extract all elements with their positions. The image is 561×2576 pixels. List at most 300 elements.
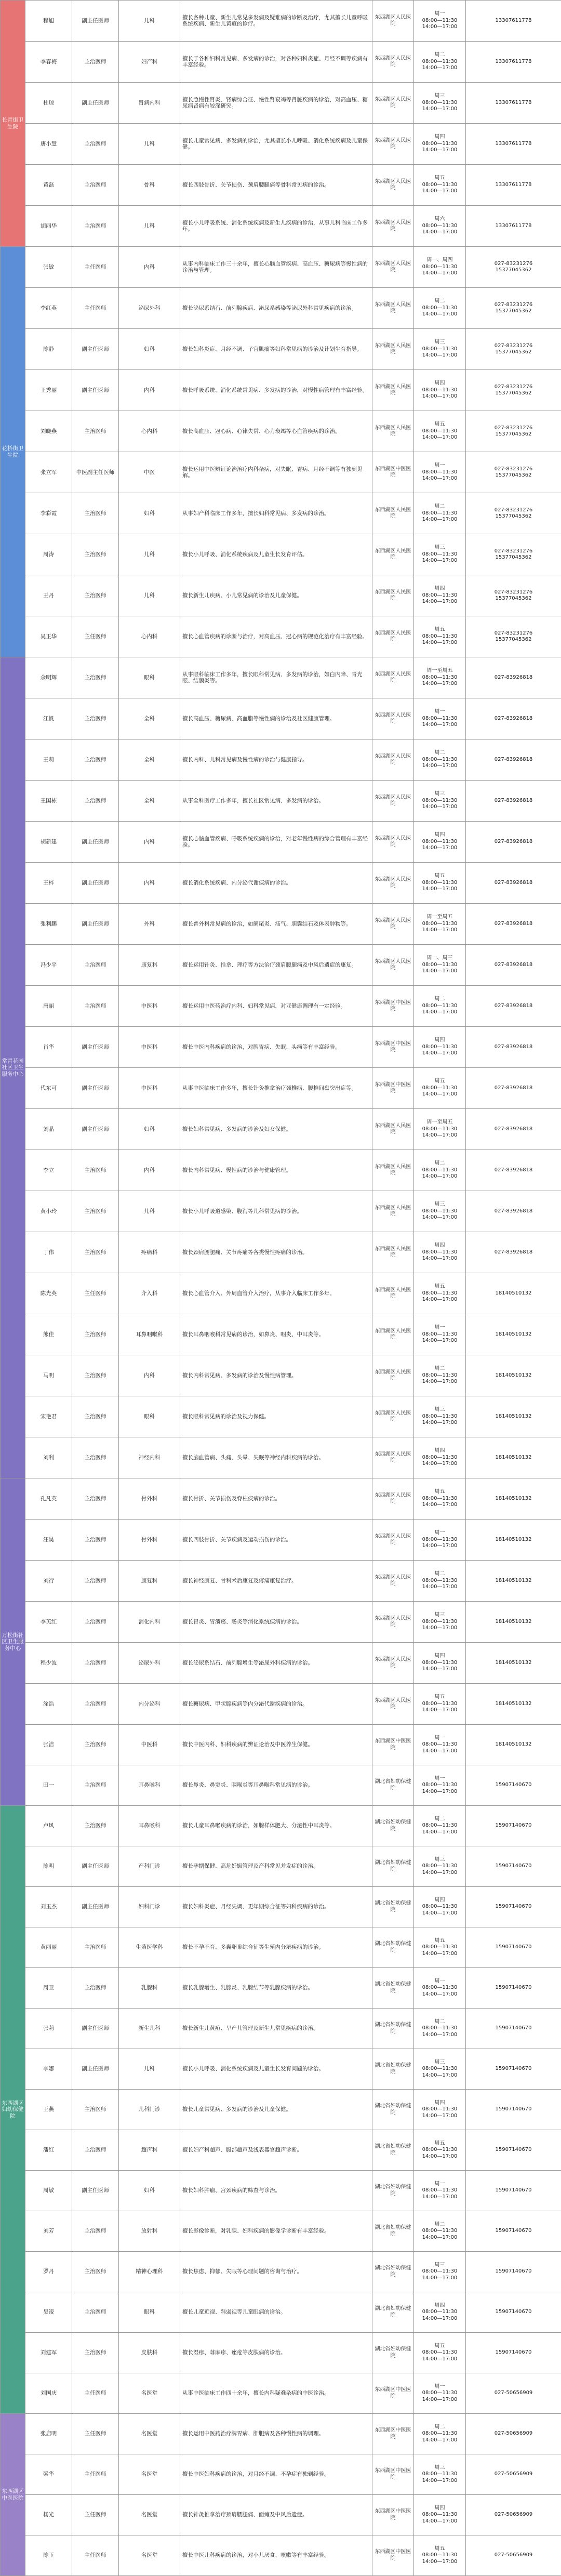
location-cell: 东西湖区人民医院 <box>372 1109 414 1150</box>
doctor-title-cell: 主治医师 <box>72 1520 119 1561</box>
location-cell: 东西湖区人民医院 <box>372 1478 414 1520</box>
specialty-cell: 从事中医临床工作多年，擅长针灸推拿治疗颈椎病、腰椎间盘突出症等。 <box>180 1068 372 1109</box>
specialty-cell: 擅长糖尿病、甲状腺疾病等内分泌代谢疾病的诊治。 <box>180 1684 372 1725</box>
table-row <box>1 1 561 42</box>
doctor-name-cell: 吴凌 <box>25 2292 72 2333</box>
specialty-cell: 擅长不孕不育、多囊卵巢综合征等生殖内分泌疾病的诊治。 <box>180 1927 372 1968</box>
table-row <box>1 1478 561 1520</box>
doctor-title-cell: 主治医师 <box>72 1437 119 1478</box>
doctor-title-cell: 主任医师 <box>72 1273 119 1314</box>
phone-cell: 027-83231276 15377045362 <box>466 452 561 493</box>
doctor-name-cell: 刘玉杰 <box>25 1887 72 1927</box>
clinic-time-cell: 周二 08:00—11:30 14:00—17:00 <box>414 2009 466 2049</box>
doctor-title-cell: 主治医师 <box>72 1150 119 1191</box>
location-cell: 东西湖区人民医院 <box>372 575 414 616</box>
doctor-name-cell: 程旭 <box>25 1 72 42</box>
doctor-name-cell: 王莉 <box>25 739 72 781</box>
doctor-name-cell: 陈光英 <box>25 1273 72 1314</box>
phone-cell: 027-83926818 <box>466 945 561 986</box>
table-row <box>1 1684 561 1725</box>
clinic-time-cell: 周五 08:00—11:30 14:00—17:00 <box>414 1478 466 1520</box>
specialty-cell: 擅长四肢骨折、关节损伤、颈肩腰腿痛等骨科常见病的诊治。 <box>180 165 372 206</box>
department-cell: 儿科 <box>119 1191 180 1232</box>
department-cell: 中医科 <box>119 1725 180 1765</box>
doctor-name-cell: 陈静 <box>25 329 72 370</box>
clinic-time-cell: 周一 08:00—11:30 14:00—17:00 <box>414 2373 466 2414</box>
department-cell: 骨外科 <box>119 1520 180 1561</box>
doctor-name-cell: 黄磊 <box>25 165 72 206</box>
clinic-time-cell: 周一 08:00—11:30 14:00—17:00 <box>414 1520 466 1561</box>
clinic-time-cell: 周四 08:00—11:30 14:00—17:00 <box>414 822 466 863</box>
phone-cell: 027-50656909 <box>466 2414 561 2454</box>
doctor-title-cell: 副主任医师 <box>72 1027 119 1068</box>
location-cell: 东西湖区人民医院 <box>372 534 414 575</box>
department-cell: 眼科 <box>119 657 180 698</box>
table-row <box>1 2495 561 2535</box>
department-cell: 全科 <box>119 781 180 822</box>
phone-cell: 027-83926818 <box>466 1027 561 1068</box>
department-cell: 泌尿外科 <box>119 288 180 329</box>
doctor-title-cell: 主治医师 <box>72 534 119 575</box>
department-cell: 心内科 <box>119 616 180 657</box>
doctor-name-cell: 马明 <box>25 1355 72 1396</box>
department-cell: 内科 <box>119 863 180 904</box>
doctor-name-cell: 陈明 <box>25 1846 72 1887</box>
clinic-time-cell: 周二 08:00—11:30 14:00—17:00 <box>414 1150 466 1191</box>
clinic-time-cell: 周三 08:00—11:30 14:00—17:00 <box>414 2454 466 2495</box>
doctor-name-cell: 李红英 <box>25 288 72 329</box>
phone-cell: 15907140670 <box>466 2171 561 2211</box>
location-cell: 湖北省妇幼保健院 <box>372 2333 414 2373</box>
specialty-cell: 擅长急慢性肾炎、肾病综合征、慢性肾衰竭等肾脏疾病的诊治，对高血压、糖尿病肾病有较深研究。 <box>180 83 372 124</box>
location-cell: 湖北省妇幼保健院 <box>372 2211 414 2252</box>
doctor-title-cell: 主任医师 <box>72 2414 119 2454</box>
phone-cell: 027-83926818 <box>466 986 561 1027</box>
clinic-time-cell: 周一、周四 08:00—11:30 14:00—17:00 <box>414 247 466 288</box>
table-row <box>1 1602 561 1643</box>
doctor-name-cell: 张敏 <box>25 247 72 288</box>
doctor-title-cell: 主治医师 <box>72 1232 119 1273</box>
doctor-name-cell: 张启明 <box>25 2414 72 2454</box>
location-cell: 东西湖区人民医院 <box>372 1 414 42</box>
doctor-title-cell: 副主任医师 <box>72 863 119 904</box>
clinic-time-cell: 周一 08:00—11:30 14:00—17:00 <box>414 2171 466 2211</box>
specialty-cell: 擅长消化系统疾病、内分泌代谢疾病的诊治。 <box>180 863 372 904</box>
doctor-title-cell: 主治医师 <box>72 1927 119 1968</box>
location-cell: 东西湖区人民医院 <box>372 739 414 781</box>
table-row <box>1 863 561 904</box>
department-cell: 疼痛科 <box>119 1232 180 1273</box>
doctor-name-cell: 胡丽华 <box>25 206 72 247</box>
department-cell: 骨外科 <box>119 1478 180 1520</box>
doctor-title-cell: 主治医师 <box>72 1643 119 1684</box>
table-row <box>1 1396 561 1437</box>
phone-cell: 13307611778 <box>466 165 561 206</box>
phone-cell: 027-83926818 <box>466 822 561 863</box>
doctor-name-cell: 刘建军 <box>25 2333 72 2373</box>
doctor-title-cell: 主治医师 <box>72 739 119 781</box>
doctor-title-cell: 主治医师 <box>72 165 119 206</box>
specialty-cell: 擅长中医内科疾病的诊治，对脾胃病、失眠、头痛等有丰富经验。 <box>180 1027 372 1068</box>
table-row <box>1 1887 561 1927</box>
doctor-name-cell: 涂浩 <box>25 1684 72 1725</box>
table-row <box>1 2171 561 2211</box>
doctor-name-cell: 刘芳 <box>25 2211 72 2252</box>
location-cell: 东西湖区中医医院 <box>372 1725 414 1765</box>
doctor-title-cell: 主治医师 <box>72 493 119 534</box>
location-cell: 东西湖区人民医院 <box>372 1396 414 1437</box>
phone-cell: 18140510132 <box>466 1643 561 1684</box>
location-cell: 东西湖区中医医院 <box>372 2373 414 2414</box>
department-cell: 中医科 <box>119 1068 180 1109</box>
doctor-name-cell: 唐小慧 <box>25 124 72 165</box>
phone-cell: 15907140670 <box>466 2009 561 2049</box>
phone-cell: 15907140670 <box>466 1765 561 1806</box>
phone-cell: 15907140670 <box>466 2333 561 2373</box>
doctor-name-cell: 唐丽 <box>25 986 72 1027</box>
location-cell: 湖北省妇幼保健院 <box>372 2292 414 2333</box>
location-cell: 东西湖区中医医院 <box>372 986 414 1027</box>
specialty-cell: 擅长妇产科超声、腹部超声及浅表器官超声诊断。 <box>180 2130 372 2171</box>
doctor-title-cell: 主治医师 <box>72 1561 119 1602</box>
location-cell: 东西湖区人民医院 <box>372 822 414 863</box>
department-cell: 全科 <box>119 698 180 739</box>
doctor-name-cell: 周卫 <box>25 1968 72 2009</box>
specialty-cell: 擅长骨折、关节损伤及脊柱疾病的诊治。 <box>180 1478 372 1520</box>
table-row <box>1 2090 561 2130</box>
doctor-title-cell: 副主任医师 <box>72 2009 119 2049</box>
table-row <box>1 1643 561 1684</box>
department-cell: 心内科 <box>119 411 180 452</box>
department-cell: 乳腺科 <box>119 1968 180 2009</box>
specialty-cell: 擅长焦虑、抑郁、失眠等心理问题的咨询与治疗。 <box>180 2252 372 2292</box>
clinic-time-cell: 周一 08:00—11:30 14:00—17:00 <box>414 1725 466 1765</box>
clinic-time-cell: 周四 08:00—11:30 14:00—17:00 <box>414 1437 466 1478</box>
doctor-title-cell: 主治医师 <box>72 657 119 698</box>
doctor-name-cell: 李娜 <box>25 2049 72 2090</box>
specialty-cell: 擅长内科常见病、多发病的诊治及慢性病管理。 <box>180 1355 372 1396</box>
clinic-time-cell: 周二 08:00—11:30 14:00—17:00 <box>414 1561 466 1602</box>
location-cell: 湖北省妇幼保健院 <box>372 2049 414 2090</box>
unit-name-cell: 花桥街卫生院 <box>1 247 25 657</box>
department-cell: 产科门诊 <box>119 1846 180 1887</box>
phone-cell: 027-50656909 <box>466 2373 561 2414</box>
location-cell: 湖北省妇幼保健院 <box>372 2090 414 2130</box>
doctor-name-cell: 丁伟 <box>25 1232 72 1273</box>
doctor-name-cell: 王丹 <box>25 575 72 616</box>
table-row <box>1 1725 561 1765</box>
specialty-cell: 擅长泌尿系结石、前列腺增生等泌尿外科疾病的诊治。 <box>180 1643 372 1684</box>
specialty-cell: 擅长儿童近视、斜弱视等儿童眼病的诊治。 <box>180 2292 372 2333</box>
table-row <box>1 124 561 165</box>
phone-cell: 027-83926818 <box>466 1191 561 1232</box>
doctor-title-cell: 副主任医师 <box>72 2171 119 2211</box>
specialty-cell: 擅长针灸推拿治疗颈肩腰腿痛、面瘫及中风后遗症。 <box>180 2495 372 2535</box>
doctor-name-cell: 陈玉 <box>25 2535 72 2576</box>
specialty-cell: 擅长胃炎、胃溃疡、肠炎等消化系统疾病的诊治。 <box>180 1602 372 1643</box>
clinic-time-cell: 周一 08:00—11:30 14:00—17:00 <box>414 1765 466 1806</box>
specialty-cell: 擅长小儿呼吸、消化系统疾病及儿童生长发育问题的诊治。 <box>180 2049 372 2090</box>
clinic-time-cell: 周一 08:00—11:30 14:00—17:00 <box>414 1 466 42</box>
clinic-time-cell: 周一 08:00—11:30 14:00—17:00 <box>414 698 466 739</box>
doctor-title-cell: 主治医师 <box>72 1191 119 1232</box>
table-row <box>1 42 561 83</box>
department-cell: 内科 <box>119 1150 180 1191</box>
doctor-title-cell: 主治医师 <box>72 1806 119 1846</box>
doctor-title-cell: 副主任医师 <box>72 1068 119 1109</box>
doctor-title-cell: 主治医师 <box>72 1968 119 2009</box>
doctor-name-cell: 田一 <box>25 1765 72 1806</box>
phone-cell: 15907140670 <box>466 2049 561 2090</box>
department-cell: 中医科 <box>119 986 180 1027</box>
table-row <box>1 1520 561 1561</box>
department-cell: 儿科 <box>119 534 180 575</box>
table-row <box>1 247 561 288</box>
phone-cell: 027-83926818 <box>466 1109 561 1150</box>
table-row <box>1 1232 561 1273</box>
specialty-cell: 擅长各种儿童、新生儿常见多发病及疑难病的诊断及治疗，尤其擅长儿童呼吸系统疾病、新生儿黄疸的诊疗。 <box>180 1 372 42</box>
doctor-name-cell: 卢风 <box>25 1806 72 1846</box>
location-cell: 东西湖区人民医院 <box>372 370 414 411</box>
clinic-time-cell: 周四 08:00—11:30 14:00—17:00 <box>414 1887 466 1927</box>
department-cell: 中医 <box>119 452 180 493</box>
location-cell: 湖北省妇幼保健院 <box>372 1765 414 1806</box>
doctor-title-cell: 主治医师 <box>72 1478 119 1520</box>
doctor-title-cell: 主治医师 <box>72 945 119 986</box>
phone-cell: 15907140670 <box>466 1806 561 1846</box>
location-cell: 东西湖区人民医院 <box>372 329 414 370</box>
specialty-cell: 擅长中医妇科疾病的诊治，对月经不调、不孕症有独到经验。 <box>180 2454 372 2495</box>
department-cell: 名医堂 <box>119 2414 180 2454</box>
clinic-time-cell: 周三 08:00—11:30 14:00—17:00 <box>414 329 466 370</box>
doctor-title-cell: 主治医师 <box>72 2292 119 2333</box>
table-row <box>1 1437 561 1478</box>
doctor-name-cell: 潘红 <box>25 2130 72 2171</box>
table-row <box>1 2373 561 2414</box>
phone-cell: 027-83231276 15377045362 <box>466 329 561 370</box>
specialty-cell: 擅长影像诊断，对乳腺、妇科疾病的影像学诊断有丰富经验。 <box>180 2211 372 2252</box>
doctor-name-cell: 代东可 <box>25 1068 72 1109</box>
department-cell: 妇科 <box>119 493 180 534</box>
doctor-name-cell: 刘晶 <box>25 1109 72 1150</box>
department-cell: 生殖医学科 <box>119 1927 180 1968</box>
doctor-title-cell: 主治医师 <box>72 1684 119 1725</box>
clinic-time-cell: 周四 08:00—11:30 14:00—17:00 <box>414 2495 466 2535</box>
department-cell: 康复科 <box>119 1561 180 1602</box>
table-row <box>1 1027 561 1068</box>
doctor-name-cell: 黄丽丽 <box>25 1927 72 1968</box>
specialty-cell: 擅长运用中医辨证论治治疗内科杂病，对失眠、胃病、月经不调等有独到见解。 <box>180 452 372 493</box>
phone-cell: 027-50656909 <box>466 2454 561 2495</box>
location-cell: 东西湖区人民医院 <box>372 42 414 83</box>
department-cell: 内科 <box>119 1355 180 1396</box>
doctor-name-cell: 李春梅 <box>25 42 72 83</box>
department-cell: 内科 <box>119 822 180 863</box>
specialty-cell: 擅长脑血管病、头痛、头晕、失眠等神经内科疾病的诊治。 <box>180 1437 372 1478</box>
doctor-name-cell: 王秀丽 <box>25 370 72 411</box>
unit-name-cell: 长青街卫生院 <box>1 1 25 247</box>
table-row <box>1 370 561 411</box>
clinic-time-cell: 周二 08:00—11:30 14:00—17:00 <box>414 986 466 1027</box>
table-row <box>1 1355 561 1396</box>
specialty-cell: 擅长颈肩腰腿痛、关节疼痛等各类慢性疼痛的诊治。 <box>180 1232 372 1273</box>
phone-cell: 15907140670 <box>466 2292 561 2333</box>
specialty-cell: 擅长小儿呼吸道感染、腹泻等儿科常见病的诊治。 <box>180 1191 372 1232</box>
location-cell: 东西湖区人民医院 <box>372 1273 414 1314</box>
table-row <box>1 1273 561 1314</box>
location-cell: 湖北省妇幼保健院 <box>372 1806 414 1846</box>
doctor-name-cell: 周敏 <box>25 2171 72 2211</box>
table-row <box>1 1806 561 1846</box>
clinic-time-cell: 周五 08:00—11:30 14:00—17:00 <box>414 1927 466 1968</box>
clinic-time-cell: 周四 08:00—11:30 14:00—17:00 <box>414 1232 466 1273</box>
doctor-title-cell: 副主任医师 <box>72 2049 119 2090</box>
department-cell: 妇科 <box>119 329 180 370</box>
doctor-title-cell: 主治医师 <box>72 698 119 739</box>
table-row <box>1 2252 561 2292</box>
clinic-time-cell: 周二 08:00—11:30 14:00—17:00 <box>414 739 466 781</box>
department-cell: 儿科 <box>119 124 180 165</box>
table-row <box>1 945 561 986</box>
clinic-time-cell: 周五 08:00—11:30 14:00—17:00 <box>414 863 466 904</box>
department-cell: 耳鼻喉科 <box>119 1806 180 1846</box>
doctor-name-cell: 吴正华 <box>25 616 72 657</box>
location-cell: 东西湖区人民医院 <box>372 288 414 329</box>
table-row <box>1 1927 561 1968</box>
doctor-title-cell: 主治医师 <box>72 124 119 165</box>
doctor-name-cell: 张立军 <box>25 452 72 493</box>
phone-cell: 027-83231276 15377045362 <box>466 288 561 329</box>
department-cell: 儿科 <box>119 1 180 42</box>
clinic-time-cell: 周一 08:00—11:30 14:00—17:00 <box>414 452 466 493</box>
doctor-name-cell: 杜琼 <box>25 83 72 124</box>
doctor-title-cell: 主治医师 <box>72 575 119 616</box>
phone-cell: 15907140670 <box>466 1927 561 1968</box>
table-row <box>1 2049 561 2090</box>
doctor-name-cell: 李立 <box>25 1150 72 1191</box>
location-cell: 东西湖区中医医院 <box>372 2454 414 2495</box>
table-row <box>1 904 561 945</box>
doctor-title-cell: 主治医师 <box>72 1314 119 1355</box>
table-row <box>1 1109 561 1150</box>
doctor-name-cell: 刘利 <box>25 1437 72 1478</box>
doctor-name-cell: 汪昊 <box>25 1520 72 1561</box>
department-cell: 妇科 <box>119 2171 180 2211</box>
location-cell: 东西湖区人民医院 <box>372 698 414 739</box>
doctor-title-cell: 主治医师 <box>72 781 119 822</box>
department-cell: 肾病内科 <box>119 83 180 124</box>
phone-cell: 18140510132 <box>466 1314 561 1355</box>
doctor-title-cell: 副主任医师 <box>72 1887 119 1927</box>
location-cell: 东西湖区人民医院 <box>372 1232 414 1273</box>
specialty-cell: 擅长神经康复、骨科术后康复及疼痛康复治疗。 <box>180 1561 372 1602</box>
phone-cell: 027-83231276 15377045362 <box>466 534 561 575</box>
doctor-title-cell: 主治医师 <box>72 1396 119 1437</box>
doctor-name-cell: 刘晓燕 <box>25 411 72 452</box>
specialty-cell: 擅长乳腺增生、乳腺炎、乳腺结节等乳腺疾病的诊治。 <box>180 1968 372 2009</box>
clinic-time-cell: 周三 08:00—11:30 14:00—17:00 <box>414 781 466 822</box>
doctor-title-cell: 主治医师 <box>72 206 119 247</box>
phone-cell: 027-83926818 <box>466 698 561 739</box>
department-cell: 内分泌科 <box>119 1684 180 1725</box>
doctor-title-cell: 主治医师 <box>72 2252 119 2292</box>
department-cell: 儿科门诊 <box>119 2090 180 2130</box>
department-cell: 骨科 <box>119 165 180 206</box>
doctor-title-cell: 主任医师 <box>72 247 119 288</box>
phone-cell: 15907140670 <box>466 1887 561 1927</box>
phone-cell: 15907140670 <box>466 2211 561 2252</box>
department-cell: 消化内科 <box>119 1602 180 1643</box>
doctor-title-cell: 中医副主任医师 <box>72 452 119 493</box>
table-row <box>1 165 561 206</box>
table-row <box>1 411 561 452</box>
specialty-cell: 擅长妇科肿瘤、宫颈疾病的筛查与诊治。 <box>180 2171 372 2211</box>
doctor-name-cell: 王燕 <box>25 2090 72 2130</box>
location-cell: 东西湖区中医医院 <box>372 1068 414 1109</box>
unit-name-cell: 东西湖区中医医院 <box>1 2414 25 2576</box>
department-cell: 名医堂 <box>119 2495 180 2535</box>
specialty-cell: 擅长四肢骨折、关节疾病及运动损伤的诊治。 <box>180 1520 372 1561</box>
doctor-title-cell: 副主任医师 <box>72 83 119 124</box>
clinic-time-cell: 周三 08:00—11:30 14:00—17:00 <box>414 83 466 124</box>
clinic-time-cell: 周五 08:00—11:30 14:00—17:00 <box>414 1684 466 1725</box>
specialty-cell: 擅长普外科常见病的诊治，如阑尾炎、疝气、胆囊结石及体表肿物等。 <box>180 904 372 945</box>
clinic-time-cell: 周二 08:00—11:30 14:00—17:00 <box>414 2211 466 2252</box>
location-cell: 东西湖区人民医院 <box>372 904 414 945</box>
phone-cell: 13307611778 <box>466 206 561 247</box>
doctor-title-cell: 主治医师 <box>72 1725 119 1765</box>
doctor-name-cell: 冯少平 <box>25 945 72 986</box>
doctor-name-cell: 宋艳君 <box>25 1396 72 1437</box>
doctor-title-cell: 主任医师 <box>72 2373 119 2414</box>
phone-cell: 13307611778 <box>466 42 561 83</box>
doctor-title-cell: 主任医师 <box>72 2495 119 2535</box>
phone-cell: 18140510132 <box>466 1725 561 1765</box>
doctor-title-cell: 副主任医师 <box>72 1 119 42</box>
phone-cell: 027-83231276 15377045362 <box>466 247 561 288</box>
clinic-time-cell: 周三 08:00—11:30 14:00—17:00 <box>414 1602 466 1643</box>
specialty-cell: 擅长妇科常见病、多发病的诊治及妇女保健。 <box>180 1109 372 1150</box>
clinic-time-cell: 周四 08:00—11:30 14:00—17:00 <box>414 2090 466 2130</box>
phone-cell: 027-50656909 <box>466 2535 561 2576</box>
clinic-time-cell: 周五 08:00—11:30 14:00—17:00 <box>414 2333 466 2373</box>
phone-cell: 18140510132 <box>466 1561 561 1602</box>
doctor-name-cell: 张莉 <box>25 2009 72 2049</box>
phone-cell: 027-83231276 15377045362 <box>466 411 561 452</box>
doctor-name-cell: 熊佳 <box>25 1314 72 1355</box>
table-row <box>1 822 561 863</box>
phone-cell: 027-83926818 <box>466 863 561 904</box>
unit-name-cell: 常青花园社区卫生服务中心 <box>1 657 25 1478</box>
department-cell: 全科 <box>119 739 180 781</box>
doctor-title-cell: 副主任医师 <box>72 1109 119 1150</box>
doctor-name-cell: 王国栋 <box>25 781 72 822</box>
location-cell: 东西湖区中医医院 <box>372 2414 414 2454</box>
clinic-time-cell: 周三 08:00—11:30 14:00—17:00 <box>414 1396 466 1437</box>
phone-cell: 15907140670 <box>466 1968 561 2009</box>
department-cell: 介入科 <box>119 1273 180 1314</box>
specialty-cell: 擅长于各种妇科常见病、多发病的诊治，对各种妇科炎症、月经不调等疾病有丰富经验。 <box>180 42 372 83</box>
clinic-time-cell: 周二 08:00—11:30 14:00—17:00 <box>414 288 466 329</box>
doctor-name-cell: 罗丹 <box>25 2252 72 2292</box>
specialty-cell: 擅长湿疹、荨麻疹、痤疮等皮肤病的诊治。 <box>180 2333 372 2373</box>
location-cell: 湖北省妇幼保健院 <box>372 1968 414 2009</box>
location-cell: 东西湖区人民医院 <box>372 781 414 822</box>
doctor-title-cell: 主治医师 <box>72 411 119 452</box>
department-cell: 眼科 <box>119 1396 180 1437</box>
phone-cell: 18140510132 <box>466 1520 561 1561</box>
specialty-cell: 擅长妇科炎症、月经不调、子宫肌瘤等妇科常见病的诊治及计划生育指导。 <box>180 329 372 370</box>
